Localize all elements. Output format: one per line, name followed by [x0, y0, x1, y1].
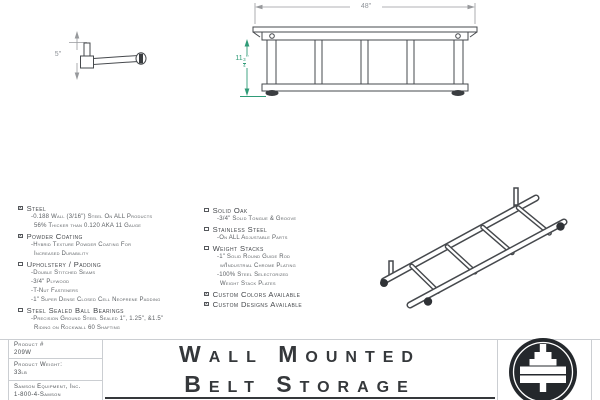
spec-label: Custom Designs Available: [212, 299, 303, 309]
spec-detail: -Hybrid Texture Powder Coating For: [31, 242, 132, 248]
spec-detail: -1" Super Dense Closed Cell Neoprene Padding: [31, 297, 161, 303]
spec-detail: -0.188 Wall (3/16") Steel On ALL Products: [31, 214, 153, 220]
spec-detail: -Precision Ground Steel Sealed 1", 1.25", &1.5": [31, 316, 164, 322]
spec-detail: Riding on Rockwall 60 Shafting: [34, 325, 121, 331]
spec-column-right: [204, 205, 379, 309]
spec-item: [204, 205, 379, 224]
company-name: Samson Equipment, Inc.: [14, 384, 81, 390]
isometric-view-drawing: [370, 180, 598, 338]
checkbox-unchecked-icon: [18, 262, 23, 267]
company-phone: 1-800-4-Samson: [14, 392, 61, 398]
product-title-line2: Belt Storage: [184, 371, 416, 397]
spec-item: [18, 305, 203, 333]
product-title-line1: Wall Mounted: [179, 341, 421, 367]
height-dimension-label: 11 $\frac{3}{4}$ ": [228, 55, 256, 68]
spec-item: [204, 243, 379, 289]
spec-detail: -1" Solid Round Guide Rod: [217, 254, 291, 260]
spec-item: [18, 231, 203, 259]
product-weight-cell: [9, 359, 102, 381]
title-block-right-border: [591, 339, 592, 400]
spec-item: [204, 289, 379, 299]
spec-detail: Increased Durability: [34, 251, 89, 257]
checkbox-checked-icon: ✕: [204, 291, 208, 296]
spec-label: Steel: [26, 203, 47, 213]
spec-label: Solid Oak: [212, 205, 248, 215]
title-block-divider-logo: [497, 339, 498, 400]
spec-detail: -Double Stitched Seams: [31, 270, 96, 276]
width-dimension-label: 48": [350, 3, 382, 11]
depth-dimension-label: 5": [48, 51, 68, 59]
spec-item: [18, 259, 203, 305]
company-cell: [9, 381, 102, 400]
checkbox-checked-icon: ✕: [18, 205, 22, 210]
spec-column-left: [18, 203, 203, 333]
checkbox-unchecked-icon: [204, 246, 209, 251]
product-number-cell: [9, 339, 102, 359]
product-weight-label: Product Weight:: [14, 362, 63, 368]
spec-detail: -3/4" Plywood: [31, 279, 70, 285]
spec-label: Stainless Steel: [212, 224, 268, 234]
spec-detail: -T-Nut Fasteners: [31, 288, 79, 294]
spec-detail: -100% Steel Selectorized: [217, 272, 289, 278]
spec-label: Weight Stacks: [212, 243, 264, 253]
spec-item: [204, 224, 379, 243]
product-weight-value: 33lb: [14, 370, 28, 376]
spec-item: [18, 203, 203, 231]
spec-detail: -3/4" Solid Tongue & Groove: [217, 216, 297, 222]
checkbox-checked-icon: ✕: [18, 233, 22, 238]
spec-label: Upholstery / Padding: [26, 259, 102, 269]
spec-detail: w/Industrial Chrome Plating: [220, 263, 296, 269]
spec-detail: Weight Stack Plates: [220, 281, 276, 287]
spec-label: Custom Colors Available: [212, 289, 301, 299]
checkbox-unchecked-icon: [18, 308, 23, 313]
product-number-label: Product #: [14, 342, 44, 348]
product-number-value: 209W: [14, 350, 32, 356]
checkbox-unchecked-icon: [204, 208, 209, 213]
checkbox-checked-icon: ✕: [204, 301, 208, 306]
spec-detail: -On ALL Adjustable Parts: [217, 235, 288, 241]
samson-logo-icon: [506, 337, 580, 400]
spec-item: [204, 299, 379, 309]
spec-detail: 56% Thicker than 0.120 AKA 11 Gauge: [34, 223, 142, 229]
title-underline: [105, 397, 495, 399]
product-info-box: [8, 339, 103, 400]
checkbox-unchecked-icon: [204, 227, 209, 232]
spec-label: Steel Sealed Ball Bearings: [26, 305, 124, 315]
front-view-drawing: [220, 0, 480, 100]
spec-label: Powder Coating: [26, 231, 83, 241]
